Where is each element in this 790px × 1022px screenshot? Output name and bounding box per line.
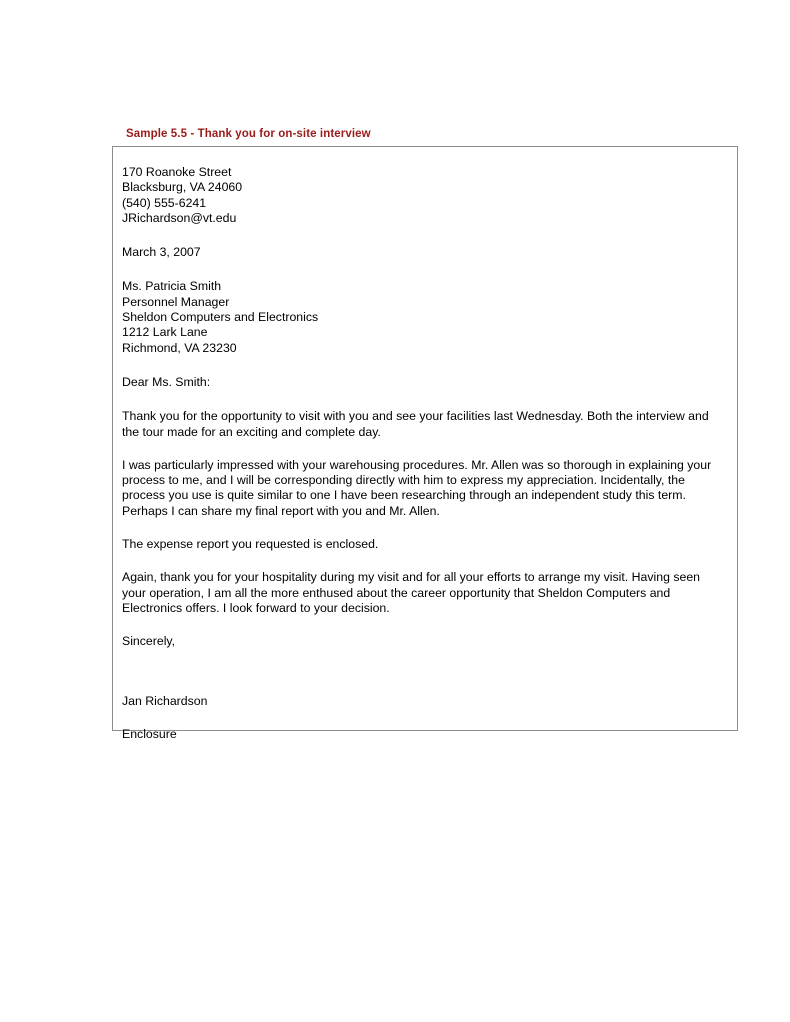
body-paragraph-2: I was particularly impressed with your warehousing procedures. Mr. Allen was so thorough in explaining your process to me, and I will be corresponding directly with him to express my appreciation. Incidentally, the process you use is quite similar to one I have been researching through an independent study this term. Perhaps I can share my final report with you and Mr. Allen.: [122, 457, 712, 518]
sender-address-line-1: 170 Roanoke Street: [122, 165, 232, 179]
sender-email: JRichardson@vt.edu: [122, 210, 237, 225]
sender-address-line-2: Blacksburg, VA 24060: [122, 180, 243, 195]
enclosure-note: Enclosure: [122, 726, 177, 741]
letter-body: [122, 165, 721, 742]
recipient-name: Ms. Patricia Smith: [122, 279, 222, 294]
body-paragraph-3: The expense report you requested is enclosed.: [122, 537, 379, 552]
signature-name: Jan Richardson: [122, 693, 208, 708]
body-paragraph-1: Thank you for the opportunity to visit with you and see your facilities last Wednesday. Both the interview and the tour made for an exciting and complete day.: [122, 409, 709, 439]
recipient-title: Personnel Manager: [122, 294, 230, 309]
recipient-company: Sheldon Computers and Electronics: [122, 310, 319, 325]
signature-space: [122, 668, 721, 694]
salutation: Dear Ms. Smith:: [122, 374, 211, 389]
sender-phone: (540) 555-6241: [122, 195, 207, 210]
sender-address-block: [122, 165, 721, 226]
recipient-city-state-zip: Richmond, VA 23230: [122, 340, 237, 355]
body-paragraph-4: Again, thank you for your hospitality during my visit and for all your efforts to arrange my visit. Having seen your operation, I am all the more enthused about the career opportunity that Sheldon Computers and Electronics offers. I look forward to your decision.: [122, 570, 701, 615]
recipient-address-block: [122, 279, 721, 355]
closing: Sincerely,: [122, 634, 176, 649]
date-block: [122, 245, 721, 260]
letter-date: March 3, 2007: [122, 245, 201, 260]
salutation-block: [122, 375, 721, 390]
letter-container: [112, 146, 738, 741]
recipient-street: 1212 Lark Lane: [122, 325, 208, 340]
sample-heading: Sample 5.5 - Thank you for on-site interview: [126, 128, 371, 140]
